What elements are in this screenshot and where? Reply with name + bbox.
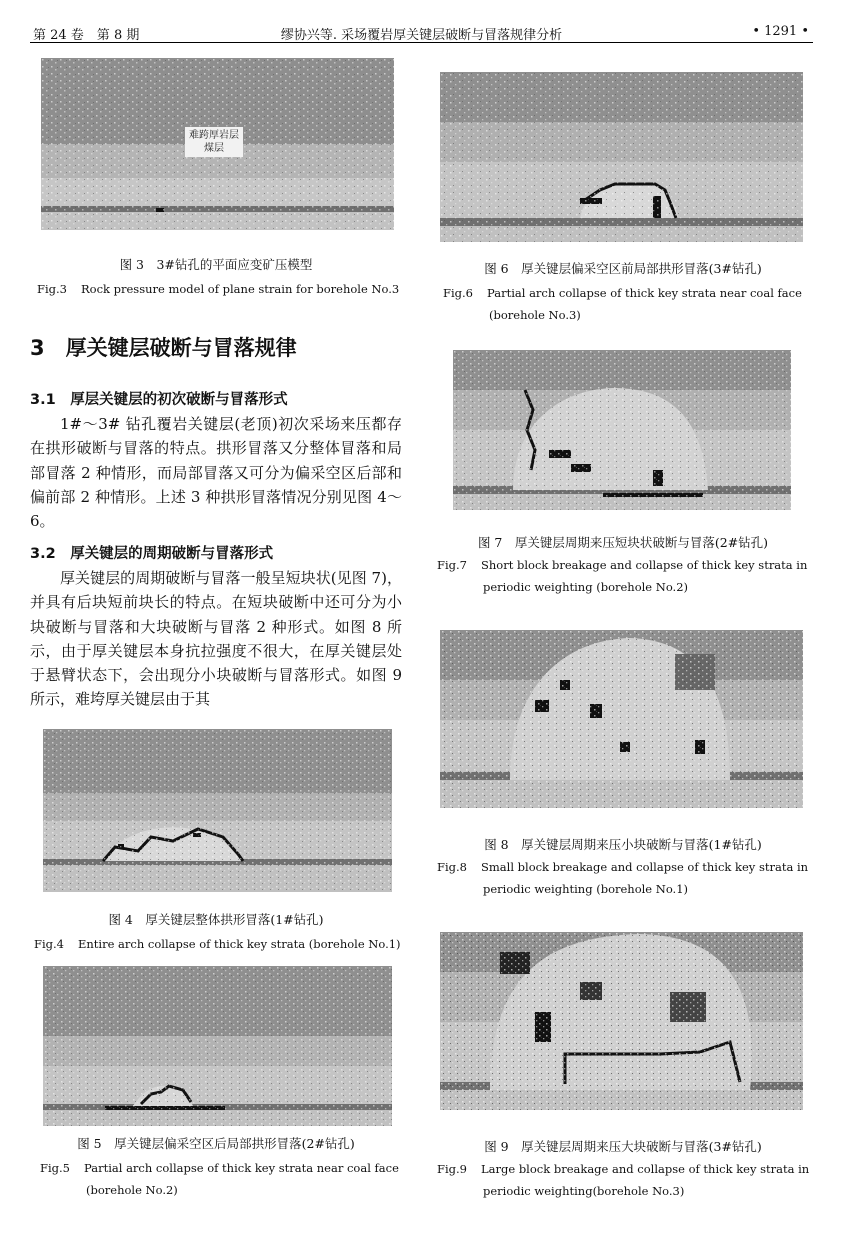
subsection-3-2-heading xyxy=(30,542,273,563)
figure-5-tag: Fig.5 xyxy=(40,1161,70,1175)
figure-9-tag: Fig.9 xyxy=(437,1162,467,1176)
figure-5-caption-cn: 图 5 厚关键层偏采空区后局部拱形冒落(2#钻孔) xyxy=(77,1136,355,1151)
figure-6-caption-en-text: Partial arch collapse of thick key strata near coal face xyxy=(487,286,802,300)
figure-5-image xyxy=(43,966,392,1126)
figure-7-caption-en-text: Short block breakage and collapse of thick key strata in xyxy=(481,558,808,572)
figure-9-caption-cn: 图 9 厚关键层周期来压大块破断与冒落(3#钻孔) xyxy=(484,1139,762,1154)
paragraph-text: 1#～3# 钻孔覆岩关键层(老顶)初次采场来压都存在拱形破断与冒落的特点。拱形冒落又分整体冒落和局部冒落 2 种情形，而局部冒落又可分为偏采空区后部和偏前部 2 种情形。上述 3 种拱形冒落情况分别见图 4～6。 xyxy=(30,415,402,531)
label-thick-stratum: 难跨厚岩层 xyxy=(189,130,239,141)
figure-4-image xyxy=(43,729,392,892)
article-title: 缪协兴等. 采场覆岩厚关键层破断与冒落规律分析 xyxy=(280,28,563,43)
figure-6-tag: Fig.6 xyxy=(443,286,473,300)
label-coal-seam: 煤层 xyxy=(204,143,224,154)
figure-4-caption-cn: 图 4 厚关键层整体拱形冒落(1#钻孔) xyxy=(108,912,324,927)
figure-4-caption-en-text: Entire arch collapse of thick key strata (borehole No.1) xyxy=(78,937,401,951)
subsection-number: 3.2 xyxy=(30,546,56,562)
figure-7-caption-en-cont: periodic weighting (borehole No.2) xyxy=(483,580,689,594)
subsection-3-1-heading xyxy=(30,388,288,409)
section-heading xyxy=(30,332,297,362)
figure-3-labels xyxy=(185,127,243,157)
figure-8-tag: Fig.8 xyxy=(437,860,467,874)
figure-6-image xyxy=(440,72,803,242)
figure-3-caption-en xyxy=(37,278,399,300)
figure-5-caption-en-text: Partial arch collapse of thick key strata near coal face xyxy=(84,1161,399,1175)
volume-issue: 第 24 卷 第 8 期 xyxy=(33,28,140,43)
figure-9-caption-en-cont: periodic weighting(borehole No.3) xyxy=(483,1184,685,1198)
subsection-number: 3.1 xyxy=(30,392,56,408)
figure-7-tag: Fig.7 xyxy=(437,558,467,572)
figure-3-caption-cn: 图 3 3#钻孔的平面应变矿压模型 xyxy=(119,257,313,272)
page-number: • 1291 • xyxy=(752,24,809,39)
paragraph-3-2 xyxy=(30,566,402,712)
figure-4-tag: Fig.4 xyxy=(34,937,64,951)
figure-6-caption-en-cont: (borehole No.3) xyxy=(489,308,581,322)
figure-5-caption-en xyxy=(40,1157,399,1201)
figure-8-caption-en-text: Small block breakage and collapse of thick key strata in xyxy=(481,860,809,874)
figure-4-caption-en xyxy=(34,933,401,955)
section-title: 厚关键层破断与冒落规律 xyxy=(65,336,297,360)
figure-7-image xyxy=(453,350,791,510)
figure-9-caption-en xyxy=(437,1158,809,1202)
figure-8-caption-en-cont: periodic weighting (borehole No.1) xyxy=(483,882,689,896)
paragraph-text: 厚关键层的周期破断与冒落一般呈短块状(见图 7)，并具有后块短前块长的特点。在短块破断中还可分为小块破断与冒落和大块破断与冒落 2 种形式。如图 8 所示，由于厚关键层本身抗拉强度不很大，在厚关键层处于悬臂状态下，会出现分小块破断与冒落形式。如图 9 所示，难垮厚关键层由于其 xyxy=(30,569,402,709)
subsection-title: 厚层关键层的初次破断与冒落形式 xyxy=(70,392,288,408)
figure-6-caption-cn: 图 6 厚关键层偏采空区前局部拱形冒落(3#钻孔) xyxy=(484,261,762,276)
figure-9-caption-en-text: Large block breakage and collapse of thick key strata in xyxy=(481,1162,810,1176)
figure-7-caption-cn: 图 7 厚关键层周期来压短块状破断与冒落(2#钻孔) xyxy=(477,535,769,550)
section-number: 3 xyxy=(30,336,45,360)
figure-9-image xyxy=(440,932,803,1110)
figure-8-caption-en xyxy=(437,856,808,900)
figure-7-caption-en xyxy=(437,554,807,598)
figure-8-image xyxy=(440,630,803,808)
paragraph-3-1 xyxy=(30,412,402,533)
figure-3-caption-en-text: Rock pressure model of plane strain for borehole No.3 xyxy=(81,282,400,296)
figure-6-caption-en xyxy=(443,282,802,326)
running-header xyxy=(30,22,813,43)
figure-3-tag: Fig.3 xyxy=(37,282,67,296)
figure-5-caption-en-cont: (borehole No.2) xyxy=(86,1183,178,1197)
figure-8-caption-cn: 图 8 厚关键层周期来压小块破断与冒落(1#钻孔) xyxy=(484,837,762,852)
subsection-title: 厚关键层的周期破断与冒落形式 xyxy=(70,546,274,562)
